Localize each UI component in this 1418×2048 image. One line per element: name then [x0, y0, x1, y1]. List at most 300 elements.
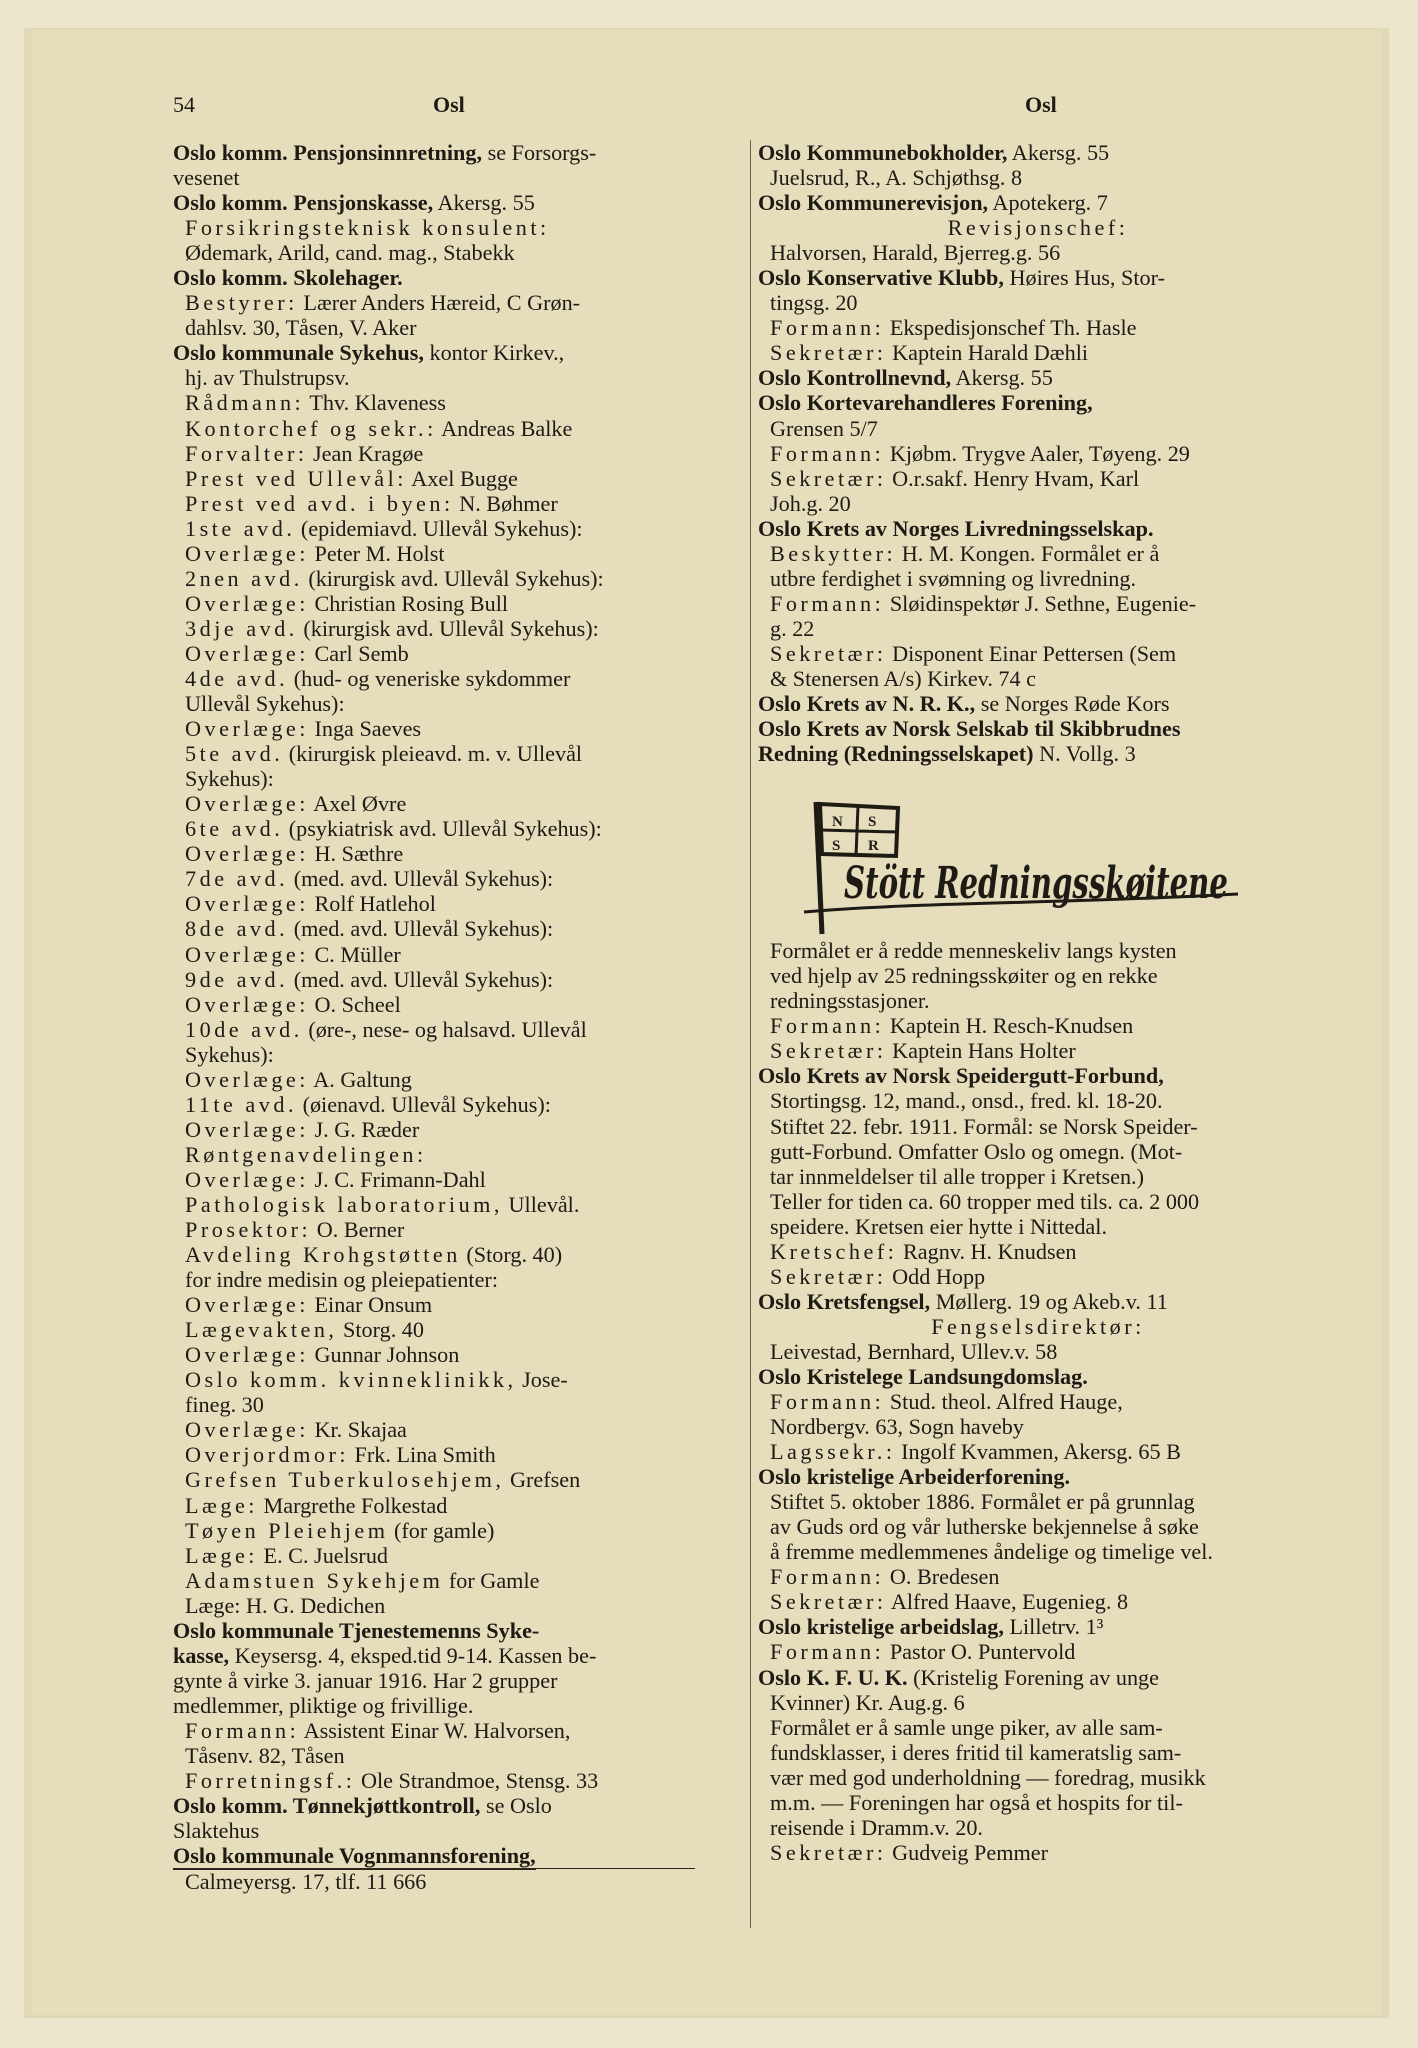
- line-text: Gudveig Pemmer: [886, 1839, 1048, 1865]
- line-text: se Norges Røde Kors: [975, 691, 1170, 717]
- role-label: 8de avd.: [185, 916, 289, 942]
- text-line: [173, 1518, 748, 1543]
- entry-heading: Oslo komm. Pensjonskasse,: [173, 190, 434, 216]
- line-text: reisende i Dramm.v. 20.: [770, 1814, 983, 1840]
- text-line: [173, 616, 748, 641]
- text-line: [758, 666, 1318, 691]
- line-text: se Oslo: [480, 1793, 552, 1819]
- text-line: [758, 1815, 1318, 1840]
- role-label: Sekretær:: [770, 1263, 887, 1289]
- line-text: Stortingsg. 12, mand., onsd., fred. kl. 18-20.: [770, 1088, 1163, 1114]
- line-text: Sykehus):: [185, 1041, 274, 1067]
- text-line: [173, 1593, 748, 1618]
- text-line: [173, 841, 748, 866]
- text-line: [173, 641, 748, 666]
- text-line: [758, 691, 1318, 716]
- line-text: Calmeyersg. 17, tlf. 11 666: [185, 1869, 427, 1895]
- line-text: Margrethe Folkestad: [257, 1492, 448, 1518]
- line-text: Kr. Skajaa: [308, 1417, 407, 1443]
- text-line: [173, 516, 748, 541]
- text-line: [173, 290, 748, 315]
- role-label: Formann:: [770, 590, 885, 616]
- line-text: (psykiatrisk avd. Ullevål Sykehus):: [283, 816, 602, 842]
- entry-heading: Oslo Krets av Norsk Speidergutt-Forbund,: [758, 1063, 1164, 1089]
- text-line: [173, 866, 748, 891]
- line-text: fineg. 30: [185, 1392, 264, 1418]
- text-line: [758, 541, 1318, 566]
- text-line: [758, 1715, 1318, 1740]
- text-line: [173, 340, 748, 365]
- line-text: Lilletrv. 1³: [1003, 1614, 1104, 1640]
- entry-heading: Oslo Kommunerevisjon,: [758, 190, 989, 216]
- entry-heading: Oslo kommunale Vognmannsforening,: [173, 1843, 536, 1870]
- text-line: [758, 466, 1318, 491]
- line-text: se Forsorgs-: [482, 140, 597, 165]
- entry-heading: Oslo Kontrollnevnd,: [758, 365, 952, 391]
- text-line: [758, 1464, 1318, 1489]
- line-text: Tåsenv. 82, Tåsen: [185, 1743, 345, 1768]
- redningsselskapet-logo: [758, 788, 1318, 938]
- role-label: Bestyrer:: [185, 290, 298, 316]
- line-text: Sykehus):: [185, 766, 274, 792]
- text-line: [173, 215, 748, 240]
- text-line: [173, 967, 748, 992]
- role-label: Forvalter:: [185, 440, 308, 466]
- text-line: [758, 1364, 1318, 1389]
- text-line: [173, 491, 748, 516]
- line-text: vær med god underholdning — foredrag, musikk: [770, 1764, 1206, 1790]
- line-text: Akersg. 55: [951, 365, 1053, 391]
- text-line: [173, 416, 748, 441]
- line-text: Akersg. 55: [1007, 140, 1110, 165]
- role-label: Overlæge:: [185, 716, 309, 742]
- line-text: for Gamle: [443, 1567, 540, 1593]
- role-label: 11te avd.: [185, 1091, 298, 1117]
- role-label: Kretschef:: [770, 1238, 898, 1264]
- text-line: [173, 741, 748, 766]
- role-label: Formann:: [185, 1717, 300, 1743]
- role-label: Lagssekr.:: [770, 1439, 896, 1465]
- role-label: Grefsen Tuberkulosehjem,: [185, 1467, 505, 1493]
- line-text: Christian Rosing Bull: [308, 590, 509, 616]
- line-text: Teller for tiden ca. 60 tropper med tils. ca. 2 000: [770, 1188, 1200, 1214]
- line-text: Apotekerg. 7: [988, 190, 1108, 216]
- entry-heading: Oslo Kortevarehandleres Forening,: [758, 390, 1093, 416]
- text-line: [173, 1467, 748, 1492]
- role-label: Læge:: [185, 1492, 258, 1518]
- text-line: [173, 1743, 748, 1768]
- line-text: Leivestad, Bernhard, Ullev.v. 58: [770, 1338, 1058, 1364]
- line-text: (Kristelig Forening av unge: [907, 1664, 1160, 1690]
- entry-heading: Redning (Redningsselskapet): [758, 741, 1034, 767]
- line-text: Carl Semb: [308, 640, 409, 666]
- text-line: [173, 1818, 748, 1843]
- text-line: [173, 1392, 748, 1417]
- line-text: gynte å virke 3. januar 1916. Har 2 grupper: [173, 1667, 558, 1693]
- text-line: [758, 1589, 1318, 1614]
- text-line: [758, 1189, 1318, 1214]
- role-label: Sekretær:: [770, 640, 887, 666]
- text-line: [758, 1214, 1318, 1239]
- line-text: tar innmeldelser til alle tropper i Kretsen.): [770, 1163, 1144, 1189]
- line-text: g. 22: [770, 615, 815, 641]
- role-label: Overlæge:: [185, 991, 309, 1017]
- text-line: [173, 992, 748, 1017]
- text-line: [173, 1643, 748, 1668]
- role-label: Overlæge:: [185, 891, 309, 917]
- line-text: Axel Øvre: [308, 791, 407, 817]
- role-label: Lægevakten,: [185, 1317, 338, 1343]
- entry-heading: Oslo kommunale Sykehus,: [173, 340, 424, 366]
- text-line: [173, 1768, 748, 1793]
- text-line: [758, 1289, 1318, 1314]
- line-text: Læge: H. G. Dedichen: [185, 1592, 386, 1618]
- text-line: [758, 441, 1318, 466]
- line-text: for indre medisin og pleiepatienter:: [185, 1267, 498, 1293]
- role-label: Overlæge:: [185, 1417, 309, 1443]
- text-line: [758, 1164, 1318, 1189]
- text-line: [173, 1092, 748, 1117]
- text-line: [758, 1038, 1318, 1063]
- line-text: Axel Bugge: [406, 465, 518, 491]
- text-line: [173, 666, 748, 691]
- line-text: fundsklasser, i deres fritid til kameratslig sam-: [770, 1739, 1182, 1765]
- running-head-left: Osl: [433, 92, 465, 117]
- logo-script-text: Stött Redningsskøitene: [844, 858, 1228, 910]
- line-text: Odd Hopp: [886, 1263, 986, 1289]
- text-line: [758, 1239, 1318, 1264]
- right-column: [758, 140, 1318, 1865]
- entry-heading: Oslo komm. Skolehager.: [173, 265, 403, 291]
- line-text: O.r.sakf. Henry Hvam, Karl: [886, 465, 1140, 491]
- entry-heading: Oslo kommunale Tjenestemenns Syke-: [173, 1617, 540, 1643]
- line-text: Ingolf Kvammen, Akersg. 65 B: [895, 1439, 1181, 1465]
- line-text: (kirurgisk avd. Ullevål Sykehus):: [302, 565, 604, 591]
- line-text: Gunnar Johnson: [308, 1342, 460, 1368]
- text-line: [173, 1292, 748, 1317]
- role-label: Røntgenavdelingen:: [185, 1141, 427, 1167]
- line-text: hj. av Thulstrupsv.: [185, 365, 350, 391]
- line-text: Ødemark, Arild, cand. mag., Stabekk: [185, 240, 515, 266]
- role-label: Overlæge:: [185, 1342, 309, 1368]
- text-line: [173, 240, 748, 265]
- line-text: Grefsen: [504, 1467, 581, 1493]
- text-line: [758, 1489, 1318, 1514]
- line-text: J. C. Frimann-Dahl: [308, 1166, 486, 1192]
- line-text: Akersg. 55: [433, 190, 535, 216]
- role-label: Formann:: [770, 1013, 885, 1039]
- role-label: Overlæge:: [185, 640, 309, 666]
- line-text: (epidemiavd. Ullevål Sykehus):: [295, 515, 583, 541]
- line-text: Juelsrud, R., A. Schjøthsg. 8: [770, 165, 1023, 191]
- line-text: kontor Kirkev.,: [423, 340, 565, 366]
- role-label: 1ste avd.: [185, 515, 296, 541]
- line-text: (Storg. 40): [460, 1242, 563, 1268]
- role-label: Overlæge:: [185, 590, 309, 616]
- role-label: Tøyen Pleiehjem: [185, 1517, 389, 1543]
- line-text: å fremme medlemmenes åndelige og timelige vel.: [770, 1539, 1213, 1565]
- role-label: 9de avd.: [185, 966, 289, 992]
- line-text: vesenet: [173, 165, 240, 191]
- left-column: [173, 140, 748, 1894]
- line-text: N. Vollg. 3: [1033, 741, 1136, 767]
- role-label: Beskytter:: [770, 540, 897, 566]
- text-line: [173, 891, 748, 916]
- role-label: Pathologisk laboratorium,: [185, 1191, 503, 1217]
- text-line: [758, 566, 1318, 591]
- text-line: [758, 1139, 1318, 1164]
- text-line: [173, 766, 748, 791]
- line-text: Inga Saeves: [308, 716, 422, 742]
- text-line: [758, 140, 1318, 165]
- line-text: Ekspedisjonschef Th. Hasle: [884, 315, 1137, 341]
- role-label: Sekretær:: [770, 340, 887, 366]
- role-label: Adamstuen Sykehjem: [185, 1567, 444, 1593]
- role-label: 2nen avd.: [185, 565, 303, 591]
- running-head-right: Osl: [1025, 92, 1057, 117]
- line-text: Formålet er å redde menneskeliv langs kysten: [770, 938, 1177, 964]
- line-text: (øre-, nese- og halsavd. Ullevål: [302, 1016, 587, 1042]
- text-line: [173, 541, 748, 566]
- line-text: Kaptein Hans Holter: [886, 1038, 1076, 1064]
- text-line: [173, 916, 748, 941]
- line-text: J. G. Ræder: [308, 1116, 420, 1142]
- text-line: [758, 1389, 1318, 1414]
- role-label: 7de avd.: [185, 866, 289, 892]
- text-line: [758, 1264, 1318, 1289]
- role-label: Sekretær:: [770, 1839, 887, 1865]
- role-label: 3dje avd.: [185, 615, 298, 641]
- text-line: [173, 315, 748, 340]
- text-line: [173, 1493, 748, 1518]
- role-label: Fengselsdirektør:: [931, 1313, 1145, 1339]
- role-label: 6te avd.: [185, 816, 284, 842]
- line-text: (hud- og veneriske sykdommer: [288, 665, 571, 691]
- text-line: [173, 265, 748, 290]
- role-label: Forretningsf.:: [185, 1768, 356, 1794]
- text-line: [758, 1514, 1318, 1539]
- text-line: [758, 1614, 1318, 1639]
- text-line: [758, 1690, 1318, 1715]
- entry-heading: Oslo kristelige Arbeiderforening.: [758, 1464, 1071, 1490]
- line-text: utbre ferdighet i svømning og livredning.: [770, 565, 1137, 591]
- role-label: 10de avd.: [185, 1016, 303, 1042]
- line-text: Einar Onsum: [308, 1292, 433, 1318]
- line-text: redningsstasjoner.: [770, 988, 930, 1014]
- entry-heading: Oslo komm. Pensjonsinnretning,: [173, 140, 483, 165]
- role-label: Forsikringsteknisk konsulent:: [185, 215, 550, 241]
- line-text: Stiftet 22. febr. 1911. Formål: se Norsk Speider-: [770, 1113, 1198, 1139]
- line-text: (øienavd. Ullevål Sykehus):: [297, 1091, 551, 1117]
- line-text: (kirurgisk pleieavd. m. v. Ullevål: [283, 741, 583, 767]
- line-text: Stud. theol. Alfred Hauge,: [884, 1389, 1123, 1415]
- line-text: O. Berner: [311, 1217, 405, 1243]
- line-text: Disponent Einar Pettersen (Sem: [886, 640, 1177, 666]
- line-text: Alfred Haave, Eugenieg. 8: [886, 1589, 1129, 1615]
- role-label: Revisjonschef:: [947, 215, 1129, 241]
- line-text: Jose-: [516, 1367, 568, 1393]
- text-line: [173, 190, 748, 215]
- text-line: [758, 1414, 1318, 1439]
- line-text: Ole Strandmoe, Stensg. 33: [355, 1768, 599, 1794]
- line-text: ved hjelp av 25 redningsskøiter og en rekke: [770, 963, 1158, 989]
- flag-letter-s1: S: [868, 814, 877, 831]
- line-text: Joh.g. 20: [770, 490, 851, 516]
- line-text: Frk. Lina Smith: [349, 1442, 496, 1468]
- entry-heading: Oslo K. F. U. K.: [758, 1664, 908, 1690]
- text-line: [173, 591, 748, 616]
- text-line: [173, 1017, 748, 1042]
- text-line: [758, 215, 1318, 240]
- line-text: (med. avd. Ullevål Sykehus):: [288, 866, 554, 892]
- line-text: Pastor O. Puntervold: [884, 1639, 1076, 1665]
- entry-heading: Oslo Kommunebokholder,: [758, 140, 1008, 165]
- line-text: m.m. — Foreningen har også et hospits for til-: [770, 1789, 1183, 1815]
- text-line: [173, 1242, 748, 1267]
- text-line: [758, 1840, 1318, 1865]
- entry-heading: Oslo kristelige arbeidslag,: [758, 1614, 1004, 1640]
- line-text: (kirurgisk avd. Ullevål Sykehus):: [297, 615, 599, 641]
- role-label: Overlæge:: [185, 1066, 309, 1092]
- text-line: [173, 1042, 748, 1067]
- line-text: Rolf Hatlehol: [308, 891, 436, 917]
- role-label: Sekretær:: [770, 1038, 887, 1064]
- text-line: [173, 441, 748, 466]
- text-line: [173, 365, 748, 390]
- text-line: [173, 1142, 748, 1167]
- role-label: Overjordmor:: [185, 1442, 349, 1468]
- text-line: [173, 1618, 748, 1643]
- text-line: [758, 365, 1318, 390]
- line-text: Møllerg. 19 og Akeb.v. 11: [930, 1288, 1168, 1314]
- line-text: Assistent Einar W. Halvorsen,: [299, 1717, 571, 1743]
- page-number: 54: [173, 92, 195, 117]
- line-text: Nordbergv. 63, Sogn haveby: [770, 1414, 1024, 1440]
- text-line: [758, 1088, 1318, 1113]
- role-label: 4de avd.: [185, 665, 289, 691]
- text-line: [758, 491, 1318, 516]
- text-line: [758, 1339, 1318, 1364]
- entry-heading: Oslo komm. Tønnekjøttkontroll,: [173, 1793, 481, 1819]
- text-line: [173, 1793, 748, 1818]
- line-text: dahlsv. 30, Tåsen, V. Aker: [185, 315, 417, 341]
- right-column-top: [758, 140, 1318, 766]
- line-text: Lærer Anders Hæreid, C Grøn-: [297, 290, 581, 316]
- text-line: [758, 265, 1318, 290]
- text-line: [173, 1693, 748, 1718]
- line-text: Halvorsen, Harald, Bjerreg.g. 56: [770, 240, 1061, 266]
- text-line: [173, 1668, 748, 1693]
- line-text: (med. avd. Ullevål Sykehus):: [288, 966, 554, 992]
- text-line: [758, 1740, 1318, 1765]
- line-text: Formålet er å samle unge piker, av alle sam-: [770, 1714, 1163, 1740]
- text-line: [173, 1442, 748, 1467]
- line-text: Keysersg. 4, eksped.tid 9-14. Kassen be-: [229, 1642, 597, 1668]
- text-line: [758, 190, 1318, 215]
- flag-letter-s2: S: [832, 838, 841, 855]
- entry-heading: Oslo Krets av N. R. K.,: [758, 691, 976, 717]
- text-line: [758, 591, 1318, 616]
- text-line: [758, 165, 1318, 190]
- text-line: [173, 942, 748, 967]
- text-line: [758, 716, 1318, 741]
- role-label: Overlæge:: [185, 941, 309, 967]
- line-text: O. Bredesen: [884, 1564, 1000, 1590]
- spacer: [758, 766, 1318, 788]
- role-label: Prest ved avd. i byen:: [185, 490, 454, 516]
- role-label: Avdeling Krohgstøtten: [185, 1242, 461, 1268]
- role-label: Kontorchef og sekr.:: [185, 415, 437, 441]
- line-text: Ullevål.: [502, 1191, 580, 1217]
- line-text: H. M. Kongen. Formålet er å: [896, 540, 1160, 566]
- text-line: [173, 1167, 748, 1192]
- text-line: [173, 791, 748, 816]
- text-line: [758, 1639, 1318, 1664]
- entry-heading: Oslo Krets av Norges Livredningsselskap.: [758, 515, 1154, 541]
- line-text: Jean Kragøe: [307, 440, 424, 466]
- text-line: [173, 566, 748, 591]
- text-line: [758, 516, 1318, 541]
- column-rule: [750, 140, 751, 1928]
- role-label: Oslo komm. kvinneklinikk,: [185, 1367, 517, 1393]
- line-text: Høires Hus, Stor-: [1003, 265, 1165, 291]
- role-label: Prest ved Ullevål:: [185, 465, 407, 491]
- line-text: Grensen 5/7: [770, 415, 878, 441]
- line-text: tingsg. 20: [770, 290, 858, 316]
- right-column-bottom: [758, 938, 1318, 1865]
- role-label: Overlæge:: [185, 540, 309, 566]
- text-line: [173, 1417, 748, 1442]
- role-label: Formann:: [770, 1564, 885, 1590]
- role-label: Overlæge:: [185, 1116, 309, 1142]
- line-text: Peter M. Holst: [308, 540, 445, 566]
- line-text: O. Scheel: [308, 991, 401, 1017]
- entry-heading: Oslo Konservative Klubb,: [758, 265, 1004, 291]
- text-line: [758, 616, 1318, 641]
- role-label: Overlæge:: [185, 1166, 309, 1192]
- line-text: Andreas Balke: [436, 415, 573, 441]
- role-label: Formann:: [770, 440, 885, 466]
- text-line: [173, 816, 748, 841]
- flag-logo-image: [798, 794, 1258, 944]
- line-text: Kaptein H. Resch-Knudsen: [884, 1013, 1134, 1039]
- entry-heading: Oslo Kretsfengsel,: [758, 1288, 931, 1314]
- text-line: [173, 1543, 748, 1568]
- text-line: [758, 963, 1318, 988]
- text-line: [758, 340, 1318, 365]
- line-text: (for gamle): [388, 1517, 495, 1543]
- role-label: Formann:: [770, 1639, 885, 1665]
- line-text: E. C. Juelsrud: [257, 1542, 389, 1568]
- text-line: [758, 1314, 1318, 1339]
- flag-letter-n: N: [832, 814, 843, 831]
- role-label: Formann:: [770, 1389, 885, 1415]
- text-line: [173, 1217, 748, 1242]
- text-line: [758, 1564, 1318, 1589]
- text-line: [758, 1539, 1318, 1564]
- text-line: [173, 691, 748, 716]
- text-line: [173, 1117, 748, 1142]
- text-line: [758, 390, 1318, 415]
- line-text: speidere. Kretsen eier hytte i Nittedal.: [770, 1213, 1107, 1239]
- line-text: C. Müller: [308, 941, 401, 967]
- text-line: [173, 1317, 748, 1342]
- role-label: Overlæge:: [185, 791, 309, 817]
- role-label: Formann:: [770, 315, 885, 341]
- text-line: [758, 315, 1318, 340]
- line-text: Ragnv. H. Knudsen: [897, 1238, 1077, 1264]
- role-label: Rådmann:: [185, 390, 305, 416]
